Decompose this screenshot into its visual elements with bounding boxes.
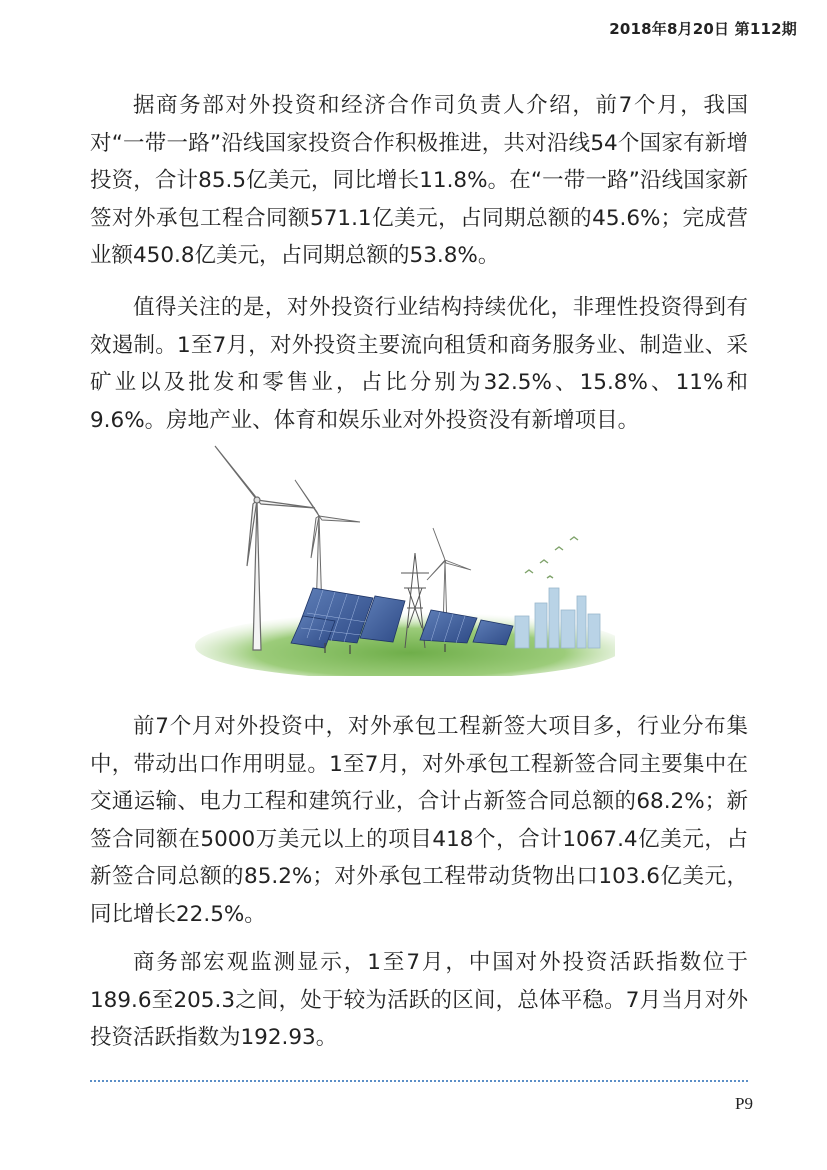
footer-divider bbox=[90, 1080, 748, 1082]
renewable-energy-illustration bbox=[195, 438, 615, 676]
birds bbox=[525, 537, 578, 578]
paragraph-1: 据商务部对外投资和经济合作司负责人介绍，前7个月，我国对“一带一路”沿线国家投资合作积极推进，共对沿线54个国家有新增投资，合计85.5亿美元，同比增长11.8%。在“一带一路”沿线国家新签对外承包工程合同额571.1亿美元，占同期总额的45.6%；完成营业额450.8亿美元，占同期总额的53.8%。 bbox=[90, 93, 748, 268]
paragraph-3: 前7个月对外投资中，对外承包工程新签大项目多，行业分布集中，带动出口作用明显。1至7月，对外承包工程新签合同主要集中在交通运输、电力工程和建筑行业，合计占新签合同总额的68.2%；新签合同额在5000万美元以上的项目418个，合计1067.4亿美元，占新签合同总额的85.2%；对外承包工程带动货物出口103.6亿美元，同比增长22.5%。 bbox=[90, 714, 748, 927]
paragraph-4: 商务部宏观监测显示，1至7月，中国对外投资活跃指数位于189.6至205.3之间，处于较为活跃的区间，总体平稳。7月当月对外投资活跃指数为192.93。 bbox=[90, 950, 748, 1050]
issue-date-header: 2018年8月20日 第112期 bbox=[609, 20, 797, 38]
paragraph-2: 值得关注的是，对外投资行业结构持续优化，非理性投资得到有效遏制。1至7月，对外投资主要流向租赁和商务服务业、制造业、采矿业以及批发和零售业，占比分别为32.5%、15.8%、11%和9.6%。房地产业、体育和娱乐业对外投资没有新增项目。 bbox=[90, 295, 748, 433]
page-number: P9 bbox=[735, 1094, 753, 1113]
